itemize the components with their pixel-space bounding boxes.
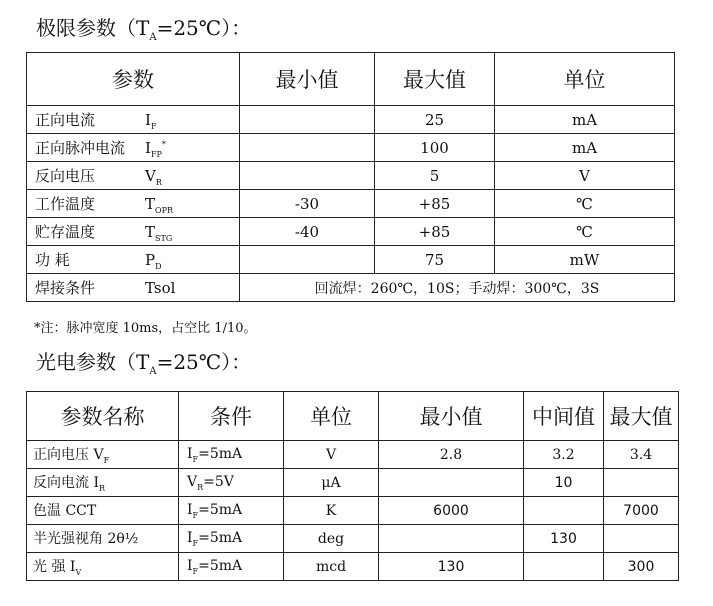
param-name: 正向电压 V xyxy=(33,447,104,464)
table-row xyxy=(27,134,675,162)
typ-cell: 130 xyxy=(524,525,604,553)
min-cell: -40 xyxy=(240,218,375,246)
max-cell: 25 xyxy=(375,106,495,134)
condition-base: I xyxy=(187,445,193,462)
symbol-base: P xyxy=(145,250,156,269)
min-cell: 130 xyxy=(379,553,524,581)
symbol-base: T xyxy=(145,222,156,241)
min-cell xyxy=(379,525,524,553)
header-unit: 单位 xyxy=(495,53,675,106)
param-symbol xyxy=(145,251,162,271)
table-row xyxy=(27,218,675,246)
param-name-cell xyxy=(27,441,179,469)
param-name-cell xyxy=(27,553,179,581)
condition-tail: =5mA xyxy=(198,501,243,518)
condition-base: I xyxy=(187,557,193,574)
symbol-base: T xyxy=(145,194,156,213)
solder-condition-cell: 回流焊：260℃，10S；手动焊：300℃，3S xyxy=(240,274,675,302)
condition-cell xyxy=(179,469,284,497)
max-cell xyxy=(604,525,679,553)
typ-cell xyxy=(524,497,604,525)
min-cell: -30 xyxy=(240,190,375,218)
absolute-max-table xyxy=(26,52,675,302)
param-sub: V xyxy=(75,567,82,577)
header-max: 最大值 xyxy=(604,392,679,441)
condition-base: I xyxy=(187,529,193,546)
table-header-row xyxy=(27,392,679,441)
param-symbol xyxy=(145,167,162,187)
pulse-note: *注：脉冲宽度 10ms，占空比 1/10。 xyxy=(34,321,257,336)
param-cell xyxy=(27,218,240,246)
symbol-sub: D xyxy=(155,261,162,271)
unit-cell: V xyxy=(284,441,379,469)
header-min: 最小值 xyxy=(240,53,375,106)
param-name: 正向电流 xyxy=(35,110,96,129)
typ-cell: 3.2 xyxy=(524,441,604,469)
param-name: 正向脉冲电流 xyxy=(35,138,126,157)
max-cell: 300 xyxy=(604,553,679,581)
condition-tail: =5mA xyxy=(198,445,243,462)
typ-cell: 10 xyxy=(524,469,604,497)
unit-cell: mW xyxy=(495,246,675,274)
unit-cell: ℃ xyxy=(495,190,675,218)
min-cell xyxy=(379,469,524,497)
unit-cell: ℃ xyxy=(495,218,675,246)
param-name: 半光强视角 2θ½ xyxy=(33,531,139,548)
optoelectronic-table xyxy=(26,391,679,581)
unit-cell: mA xyxy=(495,106,675,134)
condition-tail: =5V xyxy=(203,473,234,490)
symbol-sup: * xyxy=(161,139,166,149)
table-row xyxy=(27,525,679,553)
table-row xyxy=(27,190,675,218)
min-cell: 2.8 xyxy=(379,441,524,469)
min-cell: 6000 xyxy=(379,497,524,525)
table-row xyxy=(27,497,679,525)
param-name-cell xyxy=(27,469,179,497)
header-typ: 中间值 xyxy=(524,392,604,441)
min-cell xyxy=(240,246,375,274)
table-row xyxy=(27,441,679,469)
typ-cell xyxy=(524,553,604,581)
header-min: 最小值 xyxy=(379,392,524,441)
unit-cell: μA xyxy=(284,469,379,497)
max-cell: +85 xyxy=(375,190,495,218)
max-cell: 3.4 xyxy=(604,441,679,469)
unit-cell: deg xyxy=(284,525,379,553)
unit-cell: K xyxy=(284,497,379,525)
condition-base: V xyxy=(187,473,198,490)
param-cell xyxy=(27,134,240,162)
symbol-sub: F xyxy=(150,121,157,131)
condition-sub: F xyxy=(192,566,199,576)
symbol-sub: STG xyxy=(155,233,173,243)
max-cell xyxy=(604,469,679,497)
param-sub: F xyxy=(103,455,110,465)
header-param: 参数 xyxy=(27,53,240,106)
condition-cell xyxy=(179,525,284,553)
header-max: 最大值 xyxy=(375,53,495,106)
table-row xyxy=(27,162,675,190)
symbol-base: I xyxy=(145,110,151,129)
condition-cell xyxy=(179,441,284,469)
header-condition: 条件 xyxy=(179,392,284,441)
header-param-name: 参数名称 xyxy=(27,392,179,441)
max-cell: 5 xyxy=(375,162,495,190)
max-cell: 75 xyxy=(375,246,495,274)
header-unit: 单位 xyxy=(284,392,379,441)
param-symbol xyxy=(145,223,172,243)
param-name: 焊接条件 xyxy=(35,279,96,297)
condition-sub: R xyxy=(197,482,204,492)
symbol-sub: OPR xyxy=(155,205,173,215)
param-sub: R xyxy=(98,483,106,493)
absolute-max-title: 极限参数$(T_A=25℃)$： xyxy=(36,16,252,43)
param-symbol xyxy=(145,111,157,131)
param-cell xyxy=(27,246,240,274)
symbol-sub: FP xyxy=(150,149,162,159)
table-header-row xyxy=(27,53,675,106)
param-symbol xyxy=(145,195,173,215)
param-name: 反向电流 I xyxy=(33,475,99,492)
condition-base: I xyxy=(187,501,193,518)
condition-tail: =5mA xyxy=(198,529,243,546)
optoelectronic-title: 光电参数$(T_A=25℃)$： xyxy=(36,350,252,377)
table-row xyxy=(27,274,675,302)
param-name-cell xyxy=(27,497,179,525)
param-cell xyxy=(27,162,240,190)
min-cell xyxy=(240,134,375,162)
unit-cell: V xyxy=(495,162,675,190)
param-name: 工作温度 xyxy=(35,194,96,213)
unit-cell: mcd xyxy=(284,553,379,581)
param-name: 功 耗 xyxy=(35,250,70,269)
max-cell: +85 xyxy=(375,218,495,246)
param-cell xyxy=(27,274,240,302)
symbol-base: I xyxy=(145,138,151,157)
table-row xyxy=(27,553,679,581)
symbol-base: V xyxy=(145,166,156,185)
condition-sub: F xyxy=(192,454,199,464)
unit-cell: mA xyxy=(495,134,675,162)
table-row xyxy=(27,246,675,274)
condition-cell xyxy=(179,553,284,581)
param-name-cell xyxy=(27,525,179,553)
param-symbol xyxy=(145,139,166,159)
condition-sub: F xyxy=(192,538,199,548)
param-name: 色温 CCT xyxy=(33,503,97,520)
symbol-sub: R xyxy=(155,177,162,187)
condition-cell xyxy=(179,497,284,525)
condition-sub: F xyxy=(192,510,199,520)
param-name: 贮存温度 xyxy=(35,222,96,241)
table-row xyxy=(27,469,679,497)
param-cell xyxy=(27,190,240,218)
param-symbol: Tsol xyxy=(145,279,176,297)
min-cell xyxy=(240,162,375,190)
max-cell: 7000 xyxy=(604,497,679,525)
param-cell xyxy=(27,106,240,134)
table-row xyxy=(27,106,675,134)
param-name: 反向电压 xyxy=(35,166,96,185)
condition-tail: =5mA xyxy=(198,557,243,574)
min-cell xyxy=(240,106,375,134)
max-cell: 100 xyxy=(375,134,495,162)
param-name: 光 强 I xyxy=(33,559,76,576)
